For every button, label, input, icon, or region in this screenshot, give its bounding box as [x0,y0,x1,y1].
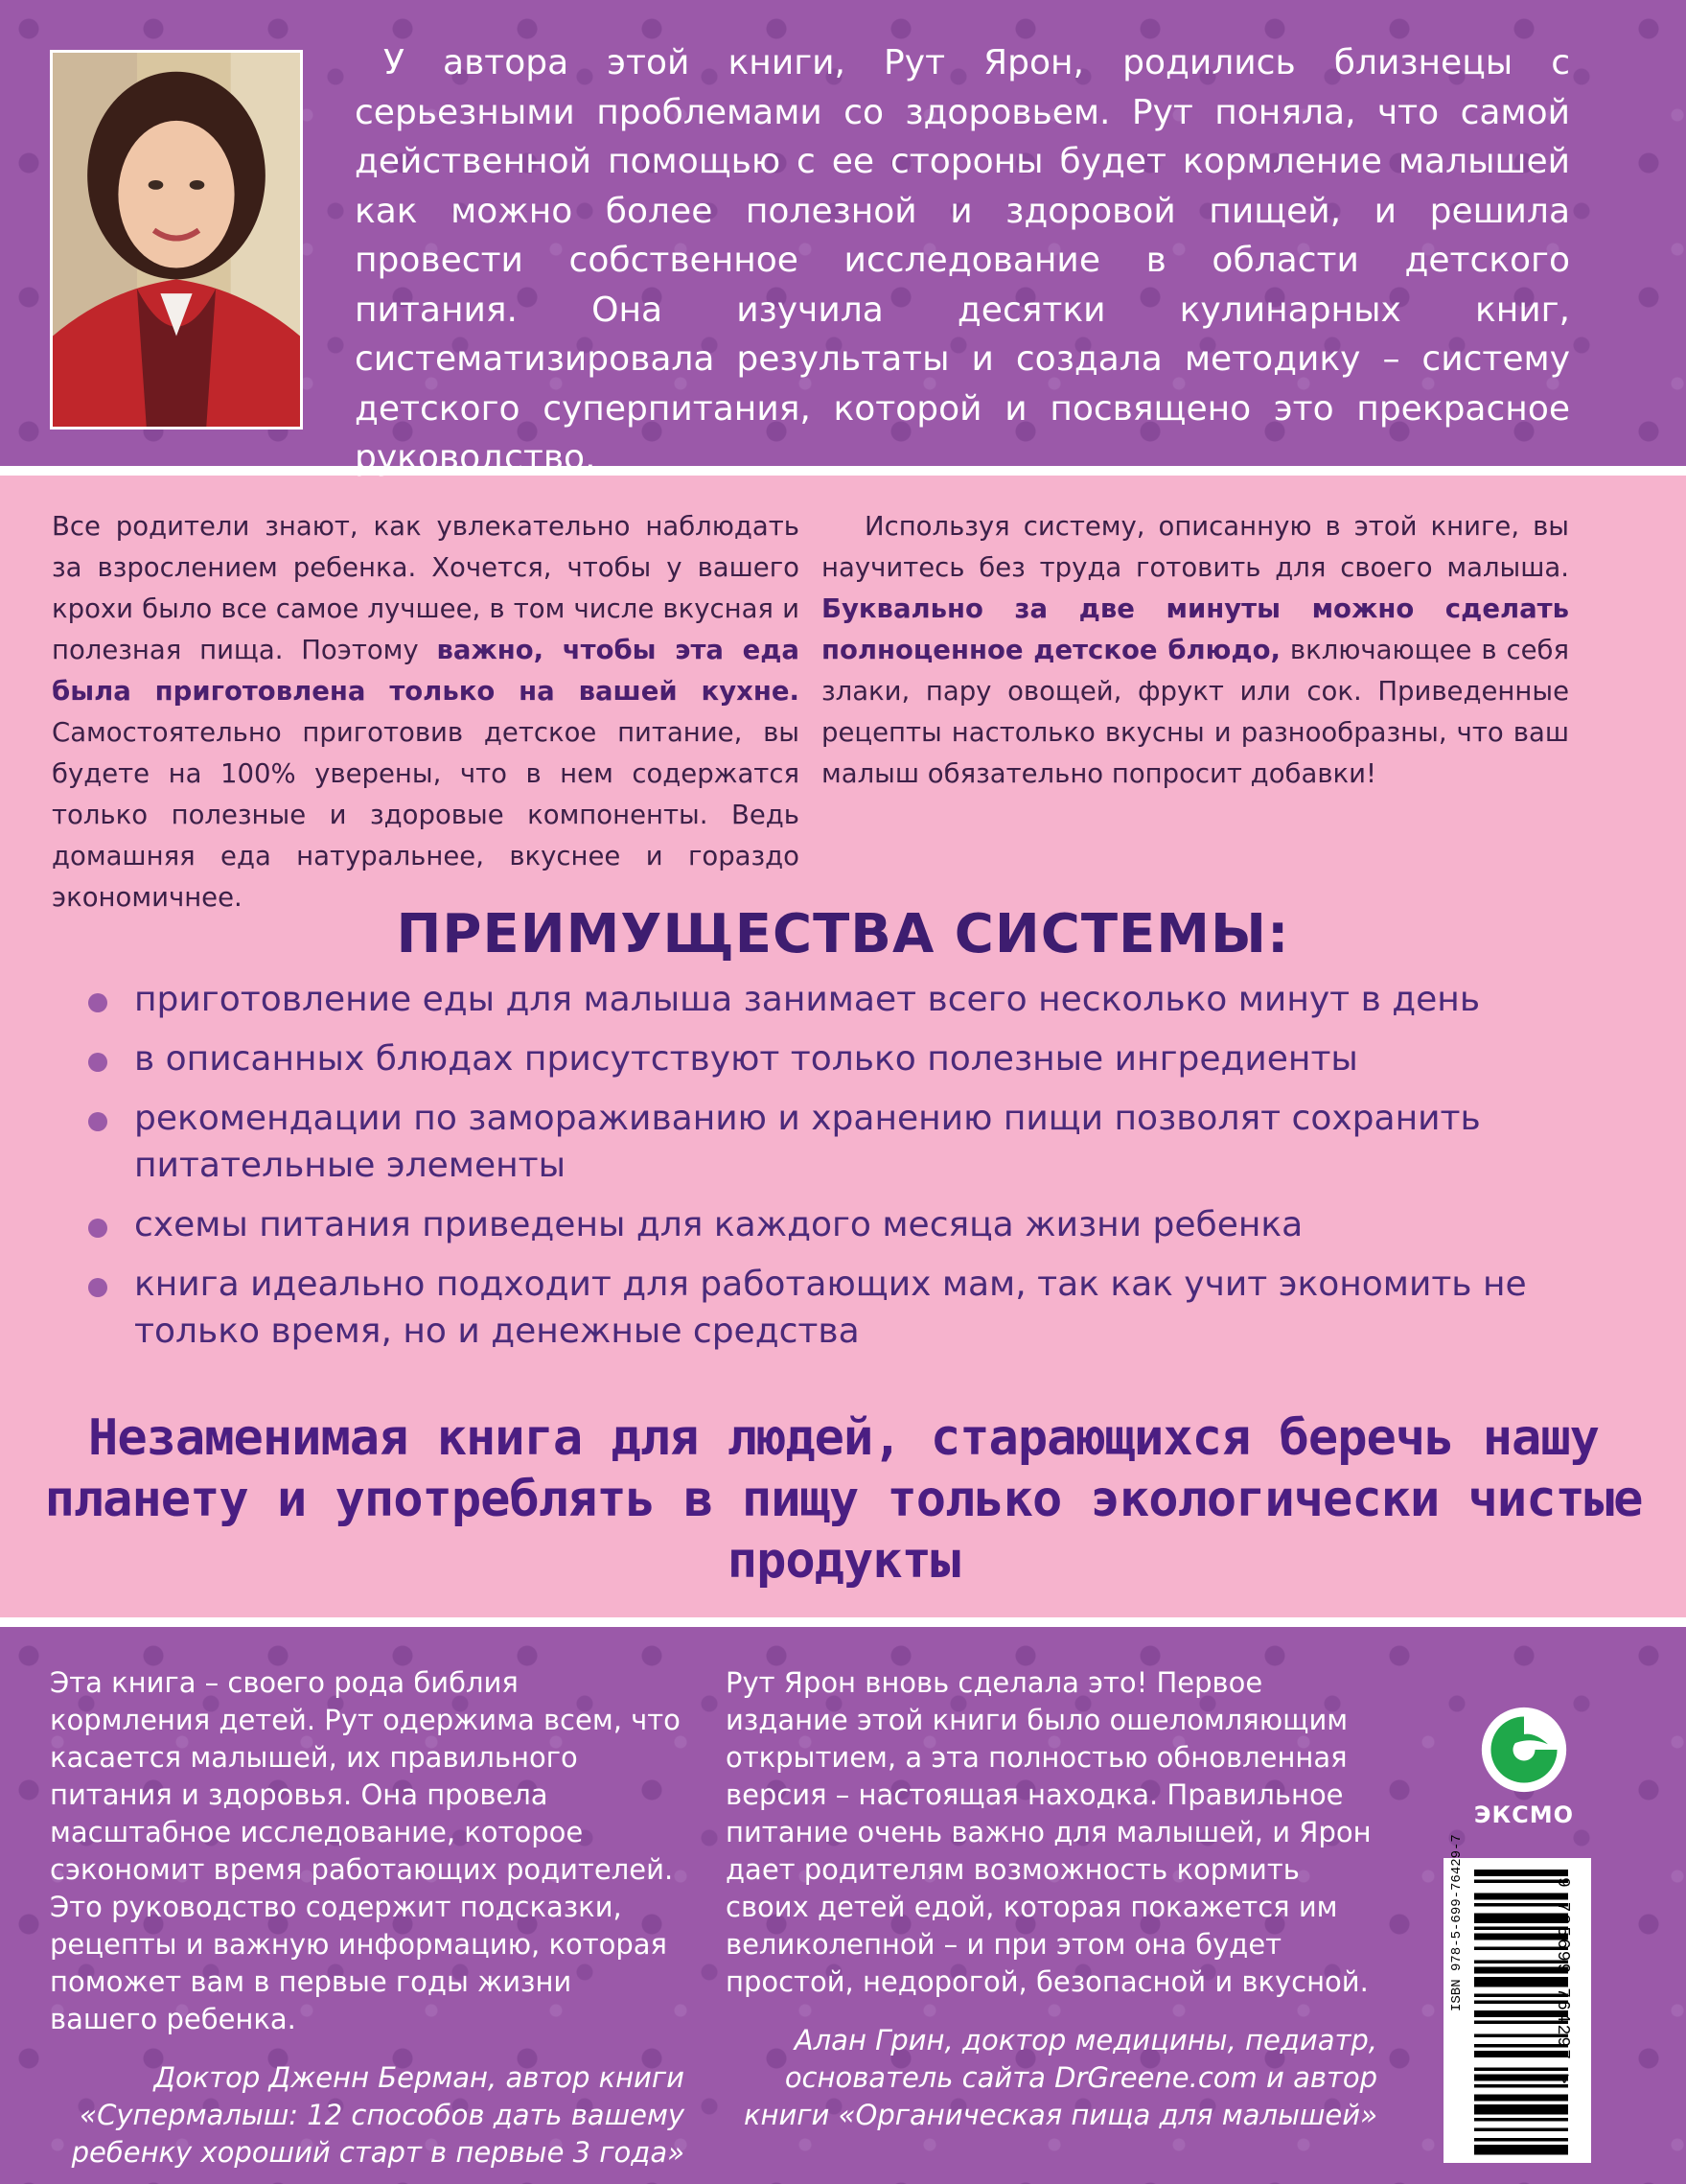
review-quote-right [726,1664,1377,2134]
bullet-icon [88,993,107,1012]
quote-left-text: Эта книга – своего рода библия кормления детей. Рут одержима всем, что касается малышей, их правильного питания и здоровья. Она провела масштабное исследование, которое сэкономит время работающих родителей. Это руководство содержит подсказки, рецепты и важную информацию, которая поможет вам в первые годы жизни вашего ребенка. [50,1666,681,2035]
barcode-bar [1474,2128,1568,2132]
quote-right-text: Рут Ярон вновь сделала это! Первое издание этой книги было ошеломляющим открытием, а эта полностью обновленная версия – настоящая находка. Правильное питание очень важно для малышей, и Ярон дает родителям возможность кормить своих детей едой, которая покажется им великолепной – и при этом она будет простой, недорогой, безопасной и вкусной. [726,1666,1372,1998]
benefit-text: в описанных блюдах присутствуют только полезные ингредиенты [134,1039,1358,1079]
bullet-icon [88,1219,107,1238]
eco-tagline: Незаменимая книга для людей, старающихся беречь нашу планету и употреблять в пищу только экологически чистые продукты [44,1409,1643,1590]
bullet-icon [88,1112,107,1131]
quote-left-attribution: Доктор Дженн Берман, автор книги «Супермалыш: 12 способов дать вашему ребенку хороший старт в первые 3 года» [71,2061,684,2169]
benefit-item [88,1095,1603,1189]
benefit-text: рекомендации по замораживанию и хранению пищи позволят сохранить питательные элементы [134,1099,1481,1185]
left-text-bold: важно, чтобы эта еда была приготовлена только на вашей кухне. [52,635,799,707]
publisher-logo [1467,1702,1582,1828]
bottom-divider [0,1617,1686,1627]
benefit-text: приготовление еды для малыша занимает всего несколько минут в день [134,980,1481,1019]
barcode-bar [1474,2104,1568,2115]
benefit-item [88,1261,1603,1355]
benefit-item [88,1035,1603,1082]
barcode [1443,1834,1591,2163]
right-text-1: Используя систему, описанную в этой книге, вы научитесь без труда готовить для своего малыша. [821,511,1569,583]
barcode-bar [1474,2145,1568,2155]
author-intro: У автора этой книги, Рут Ярон, родились близнецы с серьезными проблемами со здоровьем. Рут поняла, что самой действенной помощью с ее стороны будет кормление малышей как можно более полезной и здоровой пищей, и решила провести собственное исследование в области детского питания. Она изучила десятки кулинарных книг, систематизировала результаты и создала методику – систему детского суперпитания, которой и посвящено это прекрасное руководство. [355,43,1570,477]
benefit-text: схемы питания приведены для каждого месяца жизни ребенка [134,1205,1304,1244]
barcode-bar [1474,2138,1568,2142]
isbn-label: ISBN 978-5-699-76429-7 [1449,1834,1465,2011]
barcode-digits: 9 785699 764297 > [1553,1877,1572,2086]
left-text-2: Самостоятельно приготовив детское питание, вы будете на 100% уверены, что в нем содержатся только полезные и здоровые компоненты. Ведь домашняя еда натуральнее, вкуснее и гораздо экономичнее. [52,717,799,913]
quote-right-attribution: Алан Грин, доктор медицины, педиатр, основатель сайта DrGreene.com и автор книги «Органическая пища для малышей» [743,2024,1377,2131]
benefit-item [88,976,1603,1023]
right-text-2: включающее в себя злаки, пару овощей, фрукт или сок. Приведенные рецепты настолько вкусны и разнообразны, что ваш малыш обязательно попросит добавки! [821,635,1569,789]
barcode-bar [1474,1870,1568,1876]
barcode-bar [1474,2095,1568,2102]
benefits-list [88,976,1603,1367]
bullet-icon [88,1053,107,1072]
author-photo [50,50,303,430]
right-description [821,506,1569,795]
right-text-bold: Буквально за две минуты можно сделать полноценное детское блюдо, [821,593,1569,665]
benefit-item [88,1201,1603,1248]
left-text-1: Все родители знают, как увлекательно наблюдать за взрослением ребенка. Хочется, чтобы у вашего крохи было все самое лучшее, в том числе вкусная и полезная пища. Поэтому [52,511,799,665]
eksmo-logo-icon [1478,1702,1570,1798]
review-quote-left [50,1664,684,2172]
publisher-name: ЭКСМО [1473,1801,1575,1828]
bullet-icon [88,1278,107,1297]
barcode-bar [1474,2118,1568,2122]
benefits-title: ПРЕИМУЩЕСТВА СИСТЕМЫ: [396,903,1290,965]
left-description [52,506,799,918]
benefit-text: книга идеально подходит для работающих мам, так как учит экономить не только время, но и денежные средства [134,1265,1527,1351]
